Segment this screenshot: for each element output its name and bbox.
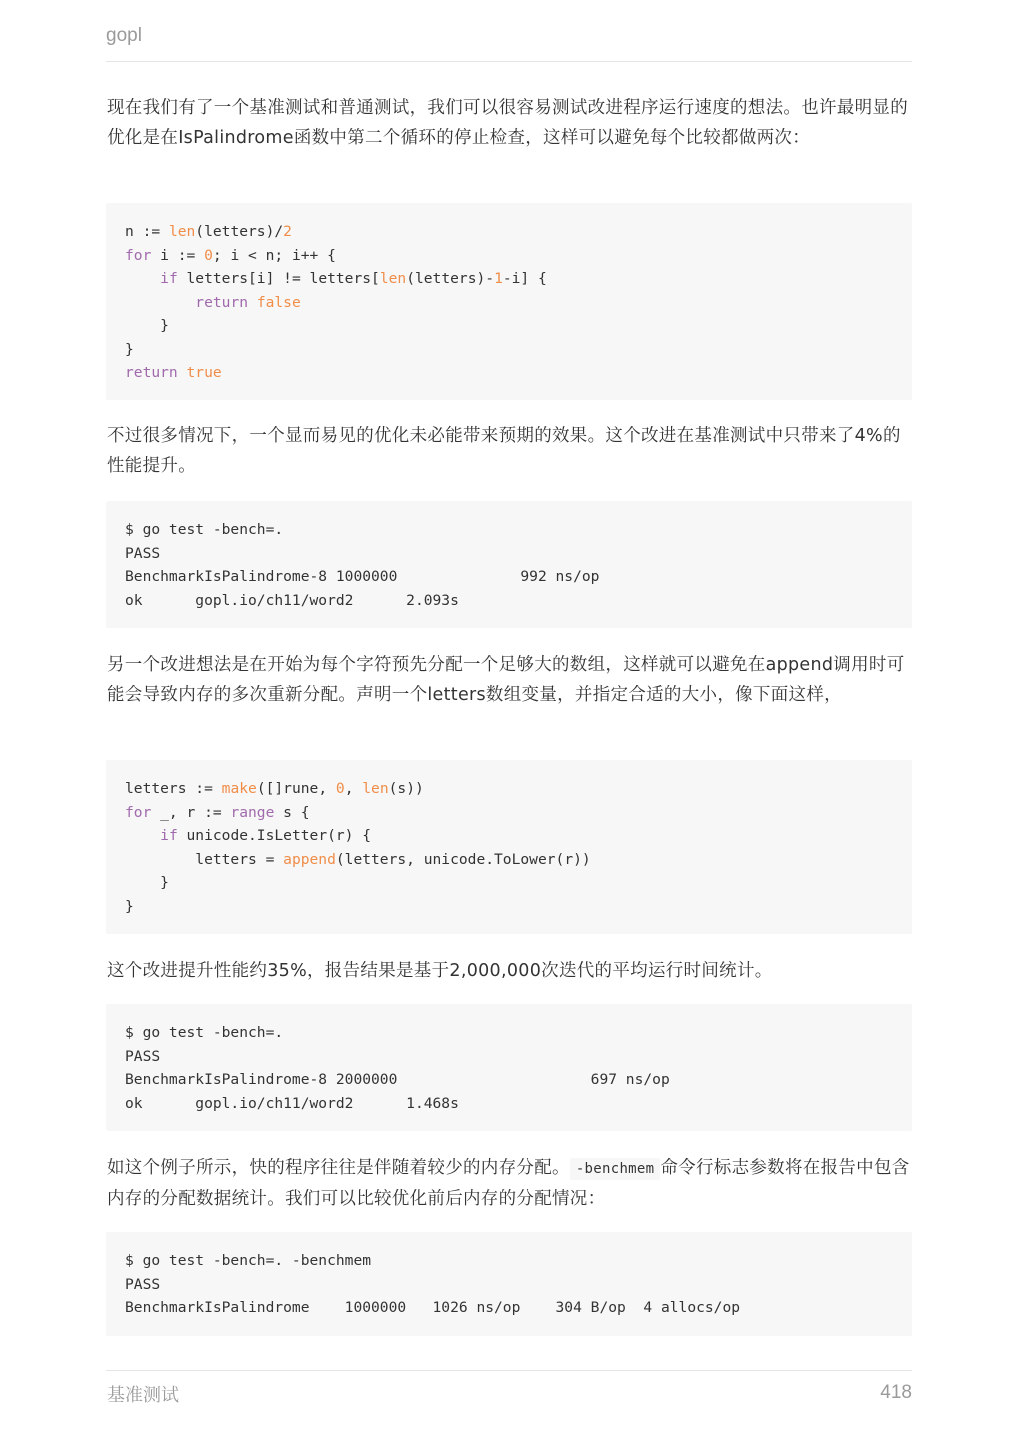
- code-line: PASS: [125, 1047, 161, 1065]
- code-line: if unicode.IsLetter(r) {: [160, 827, 372, 844]
- book-title: gopl: [106, 25, 142, 46]
- code-line: $ go test -bench=. -benchmem: [125, 1252, 372, 1269]
- code-line: for i := 0; i < n; i++ {: [125, 246, 336, 264]
- code-block-benchmem: [106, 1232, 912, 1336]
- paragraph-intro: 现在我们有了一个基准测试和普通测试，我们可以很容易测试改进程序运行速度的想法。也许最明显的优化是在IsPalindrome函数中第二个循环的停止检查，这样可以避免每个比较都做两次：: [107, 98, 908, 148]
- code-line: }: [125, 874, 169, 891]
- code-line: return true: [125, 364, 222, 381]
- code-line: BenchmarkIsPalindrome 1000000 1026 ns/op 304 B/op 4 allocs/op: [125, 1299, 741, 1316]
- paragraph-prealloc: 另一个改进想法是在开始为每个字符预先分配一个足够大的数组，这样就可以避免在append调用时可能会导致内存的多次重新分配。声明一个letters数组变量，并指定合适的大小，像下面这样，: [107, 655, 905, 705]
- code-line: ok gopl.io/ch11/word2 2.093s: [125, 591, 459, 609]
- code-line: }: [125, 897, 134, 915]
- code-line: PASS: [125, 1275, 161, 1293]
- code-line: ok gopl.io/ch11/word2 1.468s: [125, 1094, 459, 1112]
- code-line: n := len(letters)/2: [125, 223, 292, 240]
- code-line: $ go test -bench=.: [125, 1024, 284, 1041]
- code-block-prealloc: [106, 760, 912, 934]
- code-line: return false: [195, 293, 301, 311]
- code-line: if letters[i] != letters[len(letters)-1-i] {: [160, 270, 547, 287]
- code-line: BenchmarkIsPalindrome-8 2000000 697 ns/op: [125, 1071, 670, 1088]
- code-line: letters := make([]rune, 0, len(s)): [125, 780, 424, 797]
- page-number: 418: [880, 1382, 912, 1403]
- code-line: $ go test -bench=.: [125, 521, 284, 538]
- page-footer: [106, 1370, 912, 1411]
- code-block-benchmark-2: [106, 1004, 912, 1131]
- code-line: PASS: [125, 544, 161, 562]
- code-block-benchmark-1: [106, 501, 912, 628]
- code-line: letters = append(letters, unicode.ToLower(r)): [125, 850, 591, 868]
- paragraph-improvement: 这个改进提升性能约35%，报告结果是基于2,000,000次迭代的平均运行时间统计。: [107, 961, 773, 981]
- code-line: }: [125, 317, 169, 334]
- page-header: [106, 24, 912, 62]
- inline-code-benchmem: -benchmem: [570, 1158, 661, 1180]
- code-line: }: [125, 340, 134, 358]
- code-line: for _, r := range s {: [125, 803, 310, 821]
- code-block-loop: [106, 203, 912, 400]
- paragraph-optimization-result: 不过很多情况下，一个显而易见的优化未必能带来预期的效果。这个改进在基准测试中只带来了4%的性能提升。: [107, 426, 901, 476]
- code-line: BenchmarkIsPalindrome-8 1000000 992 ns/op: [125, 568, 600, 585]
- chapter-title: 基准测试: [107, 1385, 179, 1406]
- paragraph-benchmem: 如这个例子所示，快的程序往往是伴随着较少的内存分配。 -benchmem 命令行标志参数将在报告中包含内存的分配数据统计。我们可以比较优化前后内存的分配情况：: [107, 1158, 910, 1209]
